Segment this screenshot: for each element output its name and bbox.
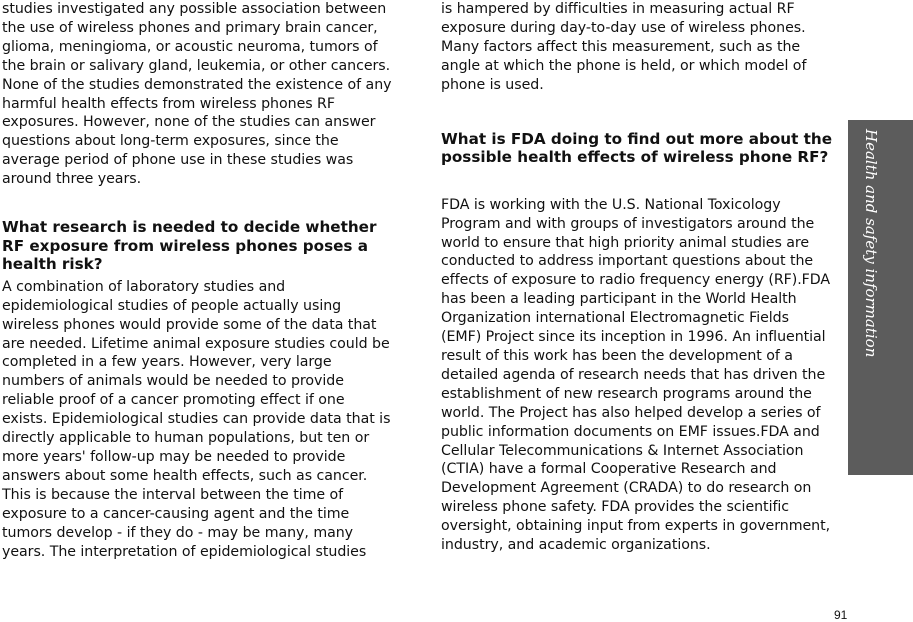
body-paragraph: FDA is working with the U.S. National Toxicology Program and with groups of investigators around the world to ensure that high priority animal studies are conducted to address important questions about the effects of exposure to radio frequency energy (RF).FDA has been a leading participant in the World Health Organization international Electromagnetic Fields (EMF) Project since its inception in 1996. An influential result of this work has been the development of a detailed agenda of research needs that has driven the establishment of new research programs around the world. The Project has also helped develop a series of public information documents on EMF issues.FDA and Cellular Telecommunications & Internet Association (CTIA) have a formal Cooperative Research and Development Agreement (CRADA) to do research on wireless phone safety. FDA provides the scientific oversight, obtaining input from experts in government, industry, and academic organizations. <box>441 196 831 554</box>
body-paragraph: studies investigated any possible association between the use of wireless phones and primary brain cancer, glioma, meningioma, or acoustic neuroma, tumors of the brain or salivary gland, leukemia, or other cancers. None of the studies demonstrated the existence of any harmful health effects from wireless phones RF exposures. However, none of the studies can answer questions about long-term exposures, since the average period of phone use in these studies was around three years. <box>2 1 392 188</box>
section-side-tab <box>848 120 913 475</box>
body-paragraph: is hampered by difficulties in measuring actual RF exposure during day-to-day use of wireless phones. Many factors affect this measurement, such as the angle at which the phone is held, or which model of phone is used. <box>441 1 807 93</box>
spacer <box>441 167 833 196</box>
section-heading: What research is needed to decide whether RF exposure from wireless phones poses a health risk? <box>2 218 377 274</box>
spacer <box>441 95 833 130</box>
left-column <box>2 0 394 561</box>
page-number: 91 <box>834 608 848 622</box>
right-column <box>441 0 833 555</box>
body-paragraph: A combination of laboratory studies and epidemiological studies of people actually using wireless phones would provide some of the data that are needed. Lifetime animal exposure studies could be completed in a few years. However, very large numbers of animals would be needed to provide reliable proof of a cancer promoting effect if one exists. Epidemiological studies can provide data that is directly applicable to human populations, but ten or more years' follow-up may be needed to provide answers about some health effects, such as cancer. This is because the interval between the time of exposure to a cancer-causing agent and the time tumors develop - if they do - may be many, many years. The interpretation of epidemiological studies <box>2 278 391 560</box>
section-heading: What is FDA doing to find out more about the possible health effects of wireless phone RF? <box>441 129 833 167</box>
side-tab-label: Health and safety information <box>862 129 880 358</box>
spacer <box>2 189 394 218</box>
